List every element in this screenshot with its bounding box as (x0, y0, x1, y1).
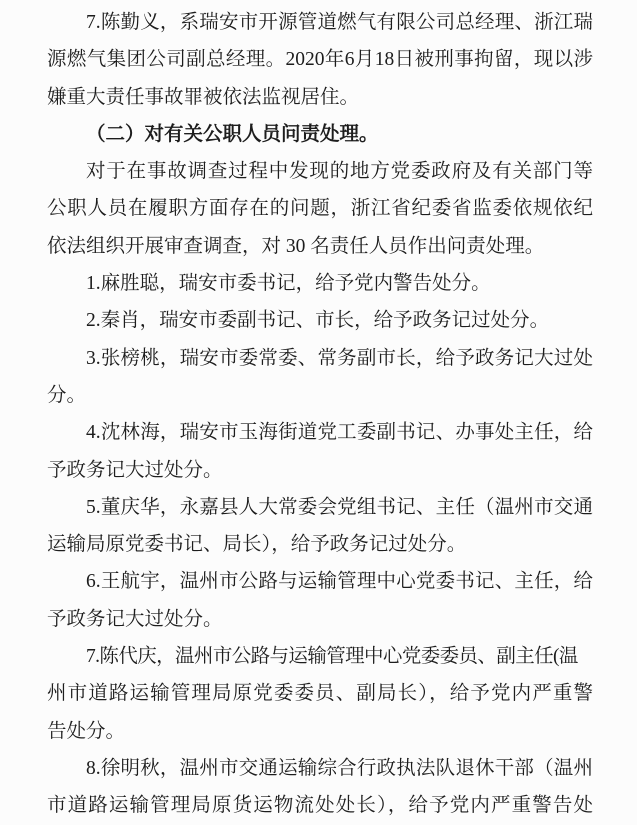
text-line: 1.麻胜聪，瑞安市委书记，给予党内警告处分。 (86, 273, 491, 295)
list-item-3-zhang-bangtao (47, 340, 593, 415)
text-line: 予政务记大过处分。 (47, 459, 223, 481)
text-line: 州市道路运输管理局原党委委员、副局长），给予党内严重警 (47, 683, 593, 705)
text-line: 嫌重大责任事故罪被依法监视居住。 (47, 86, 360, 108)
text-line: 运输局原党委书记、局长），给予政务记过处分。 (47, 534, 467, 556)
text-line: 市道路运输管理局原货运物流处处长），给予党内严重警告处 (47, 795, 593, 817)
text-line: 2.秦肖，瑞安市委副书记、市长，给予政务记过处分。 (86, 310, 550, 332)
list-item-8-xu-mingqiu (47, 750, 593, 825)
list-item-4-shen-linhai (47, 414, 593, 489)
text-line: 源燃气集团公司副总经理。2020年6月18日被刑事拘留，现以涉 (47, 49, 593, 71)
text-line: 对于在事故调查过程中发现的地方党委政府及有关部门等 (86, 161, 593, 183)
text-line: 7.陈勤义，系瑞安市开源管道燃气有限公司总经理、浙江瑞 (86, 12, 593, 33)
list-item-7-chen-daiqing (47, 638, 593, 750)
list-item-1-ma-shengcong (47, 265, 593, 302)
text-line: 6.王航宇，温州市公路与运输管理中心党委书记、主任，给 (86, 571, 593, 593)
text-line: 4.沈林海，瑞安市玉海街道党工委副书记、办事处主任，给 (86, 422, 593, 444)
text-line: 依法组织开展审查调查，对 30 名责任人员作出问责处理。 (47, 235, 545, 257)
text-line: 告处分。 (47, 720, 126, 742)
text-line: 8.徐明秋，温州市交通运输综合行政执法队退休干部（温州 (86, 757, 593, 779)
text-line: 5.董庆华，永嘉县人大常委会党组书记、主任（温州市交通 (86, 496, 593, 518)
list-item-5-dong-qinghua (47, 489, 593, 564)
heading-line: （二）对有关公职人员问责处理。 (86, 123, 379, 145)
section-heading-accountability (47, 116, 593, 153)
list-item-6-wang-hangyu (47, 563, 593, 638)
text-line: 3.张榜桃，瑞安市委常委、常务副市长，给予政务记大过处 (86, 347, 593, 369)
text-line: 分。 (47, 384, 87, 406)
text-line: 公职人员在履职方面存在的问题，浙江省纪委省监委依规依纪 (47, 198, 593, 220)
paragraph-investigation-summary (47, 153, 593, 265)
paragraph-chen-qinyi (47, 4, 593, 116)
list-item-2-qin-xiao (47, 302, 593, 339)
text-line: 予政务记大过处分。 (47, 608, 223, 630)
text-line: 7.陈代庆，温州市公路与运输管理中心党委委员、副主任(温 (86, 646, 578, 668)
